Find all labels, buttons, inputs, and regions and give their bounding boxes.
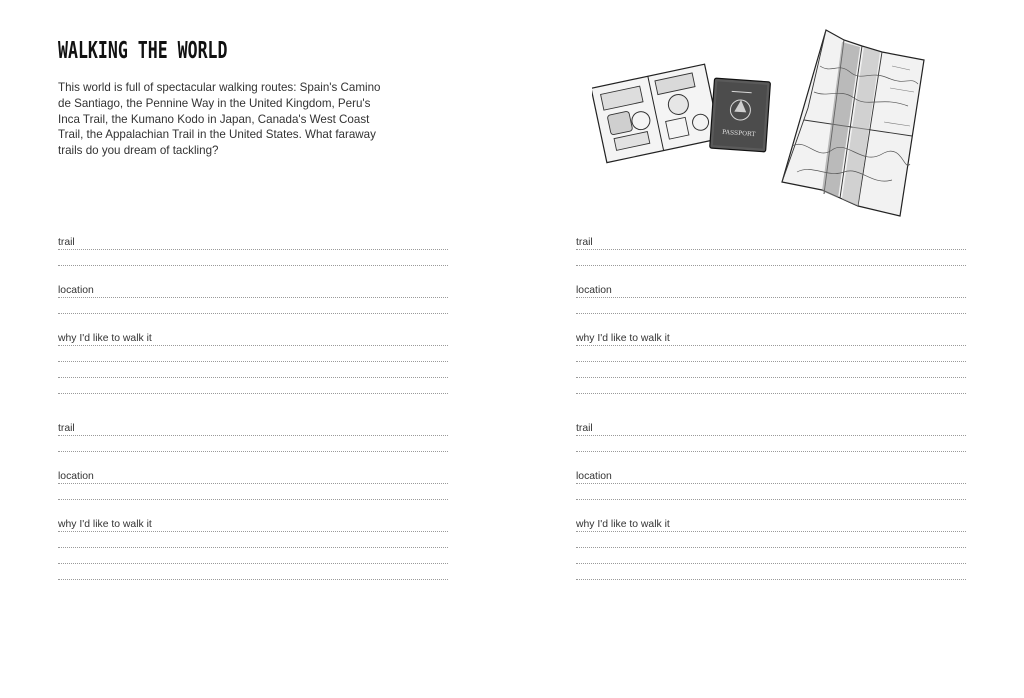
why-field[interactable] [576, 516, 966, 532]
blank-line[interactable] [58, 532, 448, 548]
blank-line[interactable] [58, 564, 448, 580]
intro-paragraph: This world is full of spectacular walking routes: Spain's Camino de Santiago, the Pennine Way in the United Kingdom, Peru's Inca Trail, the Kumano Kodo in Japan, Canada's West Coast Trail, the Appalachian Trail in the United States. What faraway trails do you dream of tackling? [58, 81, 381, 158]
blank-line[interactable] [58, 484, 448, 500]
location-label: location [576, 471, 616, 483]
blank-line[interactable] [576, 298, 966, 314]
trail-label: trail [58, 237, 79, 249]
blank-line[interactable] [576, 436, 966, 452]
trail-entry-4 [576, 420, 966, 580]
trail-field[interactable] [58, 234, 448, 250]
travel-illustration [592, 26, 932, 222]
blank-line[interactable] [58, 362, 448, 378]
blank-line[interactable] [58, 346, 448, 362]
page-title: WALKING THE WORLD [58, 38, 228, 64]
blank-line[interactable] [576, 250, 966, 266]
closed-passport-icon [710, 78, 771, 152]
blank-line[interactable] [576, 548, 966, 564]
blank-line[interactable] [58, 436, 448, 452]
trail-field[interactable] [576, 234, 966, 250]
trail-entry-2 [58, 420, 448, 580]
trail-entry-1 [58, 234, 448, 394]
blank-line[interactable] [576, 564, 966, 580]
why-field[interactable] [58, 330, 448, 346]
trail-label: trail [576, 237, 597, 249]
location-field[interactable] [576, 468, 966, 484]
blank-line[interactable] [58, 378, 448, 394]
blank-line[interactable] [58, 548, 448, 564]
why-label: why I'd like to walk it [576, 519, 674, 531]
trail-label: trail [58, 423, 79, 435]
trail-field[interactable] [576, 420, 966, 436]
location-field[interactable] [58, 468, 448, 484]
why-field[interactable] [576, 330, 966, 346]
why-field[interactable] [58, 516, 448, 532]
location-label: location [58, 471, 98, 483]
folded-map-icon [782, 30, 924, 216]
blank-line[interactable] [576, 378, 966, 394]
trail-entry-3 [576, 234, 966, 394]
passport-cover-text: PASSPORT [721, 128, 756, 139]
why-label: why I'd like to walk it [576, 333, 674, 345]
location-label: location [58, 285, 98, 297]
why-label: why I'd like to walk it [58, 519, 156, 531]
trail-label: trail [576, 423, 597, 435]
trail-field[interactable] [58, 420, 448, 436]
blank-line[interactable] [576, 484, 966, 500]
open-passport-with-stamps-icon [592, 64, 720, 162]
blank-line[interactable] [576, 346, 966, 362]
location-field[interactable] [576, 282, 966, 298]
location-field[interactable] [58, 282, 448, 298]
location-label: location [576, 285, 616, 297]
blank-line[interactable] [58, 250, 448, 266]
blank-line[interactable] [576, 532, 966, 548]
blank-line[interactable] [576, 362, 966, 378]
why-label: why I'd like to walk it [58, 333, 156, 345]
blank-line[interactable] [58, 298, 448, 314]
